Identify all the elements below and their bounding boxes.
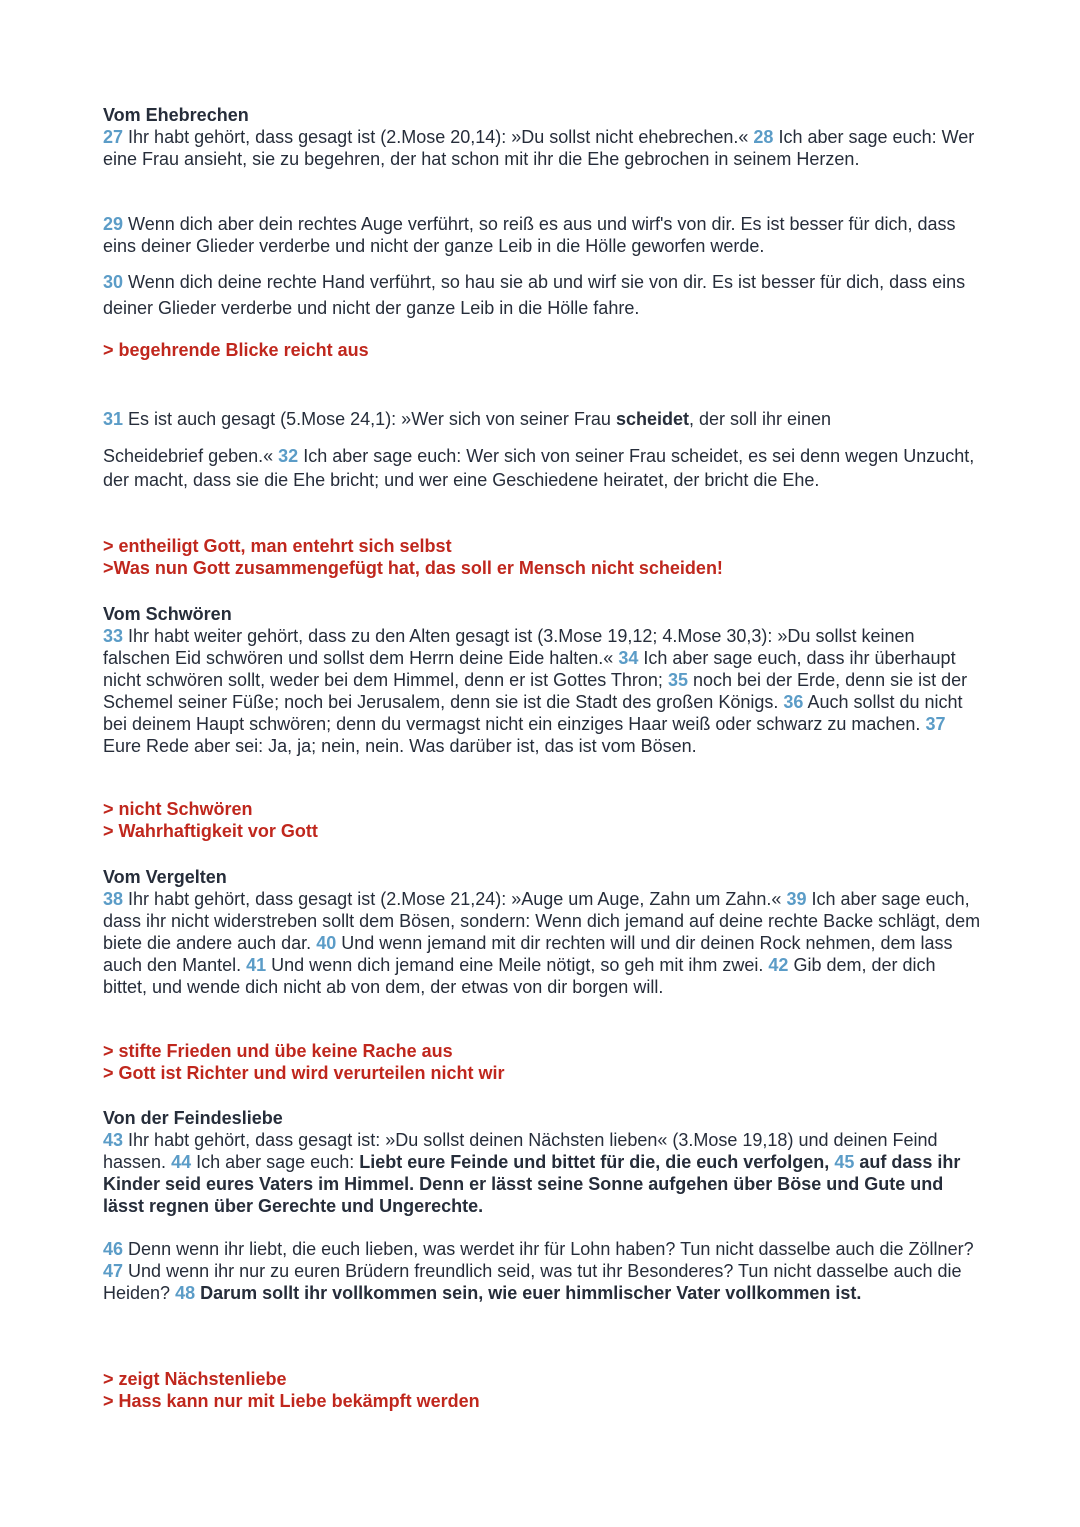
verse-text: Scheidebrief geben.«: [103, 446, 274, 466]
verse-paragraph: [103, 213, 983, 257]
annotation-block: [103, 1040, 983, 1084]
verse-block-31: [103, 406, 983, 432]
verse-text: Eure Rede aber sei: Ja, ja; nein, nein. Was darüber ist, das ist vom Bösen.: [103, 736, 697, 756]
verse-number: 42: [768, 955, 789, 975]
verse-block-29: [103, 213, 983, 257]
verse-paragraph: [103, 1129, 983, 1217]
verse-number: 27: [103, 127, 124, 147]
section-feindesliebe: [103, 1107, 983, 1217]
verse-text-bold: scheidet: [615, 409, 689, 429]
verse-number: 30: [103, 272, 124, 292]
verse-number: 47: [103, 1261, 124, 1281]
verse-number: 38: [103, 889, 124, 909]
annotation-note: > entheiligt Gott, man entehrt sich selbst: [103, 536, 452, 556]
verse-number: 32: [278, 446, 299, 466]
annotation-note: > Wahrhaftigkeit vor Gott: [103, 821, 318, 841]
verse-block-46: [103, 1238, 983, 1304]
verse-text: Wenn dich aber dein rechtes Auge verführt, so reiß es aus und wirf's von dir. Es ist besser für dich, dass eins deiner Glieder verderbe und nicht der ganze Leib in die Hölle geworfen werde.: [103, 214, 956, 256]
section-heading: Vom Vergelten: [103, 867, 227, 887]
verse-number: 41: [246, 955, 267, 975]
annotation-note: > zeigt Nächstenliebe: [103, 1369, 287, 1389]
section-heading: Vom Ehebrechen: [103, 105, 249, 125]
verse-text: Auch sollst du nicht bei deinem Haupt schwören; denn du vermagst nicht ein einziges Haar weiß oder schwarz zu machen.: [103, 692, 963, 734]
verse-block-32: [103, 444, 983, 492]
verse-text: Wenn dich deine rechte Hand verführt, so hau sie ab und wirf sie von dir. Es ist besser für dich, dass eins deiner Glieder verderbe und nicht der ganze Leib in die Hölle fahre.: [103, 272, 966, 318]
verse-text: Ich aber sage euch: Wer eine Frau ansieht, sie zu begehren, der hat schon mit ihr die Ehe gebrochen in seinem Herzen.: [103, 127, 975, 169]
annotation-note: > begehrende Blicke reicht aus: [103, 340, 369, 360]
verse-block-30: [103, 269, 983, 321]
annotation-note: > nicht Schwören: [103, 799, 253, 819]
verse-number: 28: [753, 127, 774, 147]
verse-text: Und wenn dich jemand eine Meile nötigt, so geh mit ihm zwei.: [271, 955, 764, 975]
verse-number: 36: [783, 692, 804, 712]
verse-text: Gib dem, der dich bittet, und wende dich nicht ab von dem, der etwas von dir borgen will.: [103, 955, 936, 997]
verse-text: Ihr habt weiter gehört, dass zu den Alten gesagt ist (3.Mose 19,12; 4.Mose 30,3): »Du sollst keinen falschen Eid schwören und sollst dem Herrn deine Eide halten.«: [103, 626, 915, 668]
annotation-note: > stifte Frieden und übe keine Rache aus: [103, 1041, 453, 1061]
annotation-note: > Hass kann nur mit Liebe bekämpft werden: [103, 1391, 480, 1411]
verse-paragraph: [103, 1238, 983, 1304]
verse-text: Ich aber sage euch, dass ihr überhaupt nicht schwören sollt, weder bei dem Himmel, denn er ist Gottes Thron;: [103, 648, 956, 690]
verse-text: Ihr habt gehört, dass gesagt ist (2.Mose 20,14): »Du sollst nicht ehebrechen.«: [128, 127, 749, 147]
verse-text: Und wenn ihr nur zu euren Brüdern freundlich seid, was tut ihr Besonderes? Tun nicht dasselbe auch die Heiden?: [103, 1261, 962, 1303]
section-heading: Vom Schwören: [103, 604, 232, 624]
verse-number: 34: [618, 648, 639, 668]
verse-number: 33: [103, 626, 124, 646]
verse-number: 46: [103, 1239, 124, 1259]
verse-number: 29: [103, 214, 124, 234]
verse-paragraph: [103, 625, 983, 757]
verse-paragraph: [103, 888, 983, 998]
verse-text: Ich aber sage euch: Wer sich von seiner Frau scheidet, es sei denn wegen Unzucht, der macht, dass sie die Ehe bricht; und wer eine Geschiedene heiratet, der bricht die Ehe.: [103, 446, 975, 490]
verse-number: 48: [175, 1283, 196, 1303]
verse-text: Ihr habt gehört, dass gesagt ist (2.Mose 21,24): »Auge um Auge, Zahn um Zahn.«: [128, 889, 782, 909]
annotation-block: [103, 1368, 983, 1412]
verse-text: , der soll ihr einen: [688, 409, 832, 429]
annotation-note: >Was nun Gott zusammengefügt hat, das soll er Mensch nicht scheiden!: [103, 558, 723, 578]
annotation-block: [103, 798, 983, 842]
verse-text: Denn wenn ihr liebt, die euch lieben, was werdet ihr für Lohn haben? Tun nicht dasselbe auch die Zöllner?: [128, 1239, 974, 1259]
verse-number: 43: [103, 1130, 124, 1150]
verse-text: Ich aber sage euch, dass ihr nicht widerstreben sollt dem Bösen, sondern: Wenn dich jemand auf deine rechte Backe schlägt, dem biete die andere auch dar.: [103, 889, 981, 953]
verse-paragraph: [103, 444, 983, 492]
verse-number: 45: [834, 1152, 855, 1172]
verse-number: 40: [316, 933, 337, 953]
verse-number: 39: [786, 889, 807, 909]
verse-text-bold: auf dass ihr Kinder seid eures Vaters im Himmel. Denn er lässt seine Sonne aufgehen über Böse und Gute und lässt regnen über Gerechte und Ungerechte.: [103, 1152, 961, 1216]
section-heading: Von der Feindesliebe: [103, 1108, 283, 1128]
verse-text: Und wenn jemand mit dir rechten will und dir deinen Rock nehmen, dem lass auch den Mantel.: [103, 933, 953, 975]
verse-number: 31: [103, 409, 124, 429]
verse-number: 37: [925, 714, 946, 734]
verse-number: 44: [171, 1152, 192, 1172]
verse-text: noch bei der Erde, denn sie ist der Schemel seiner Füße; noch bei Jerusalem, denn sie ist die Stadt des großen Königs.: [103, 670, 968, 712]
verse-text-bold: Darum sollt ihr vollkommen sein, wie euer himmlischer Vater vollkommen ist.: [200, 1283, 862, 1303]
section-vergelten: [103, 866, 983, 998]
verse-paragraph: [103, 269, 983, 321]
verse-number: 35: [667, 670, 688, 690]
verse-text: Ihr habt gehört, dass gesagt ist: »Du sollst deinen Nächsten lieben« (3.Mose 19,18) und deinen Feind hassen.: [103, 1130, 938, 1172]
verse-text-bold: Liebt eure Feinde und bittet für die, die euch verfolgen,: [359, 1152, 830, 1172]
annotation-block: [103, 535, 983, 579]
annotation-block: [103, 339, 983, 361]
verse-paragraph: [103, 126, 983, 170]
verse-text: Ich aber sage euch:: [196, 1152, 355, 1172]
section-schwoeren: [103, 603, 983, 757]
verse-text: Es ist auch gesagt (5.Mose 24,1): »Wer sich von seiner Frau: [128, 409, 611, 429]
section-ehebrechen: [103, 104, 983, 170]
verse-paragraph: [103, 406, 983, 432]
annotation-note: > Gott ist Richter und wird verurteilen nicht wir: [103, 1063, 505, 1083]
